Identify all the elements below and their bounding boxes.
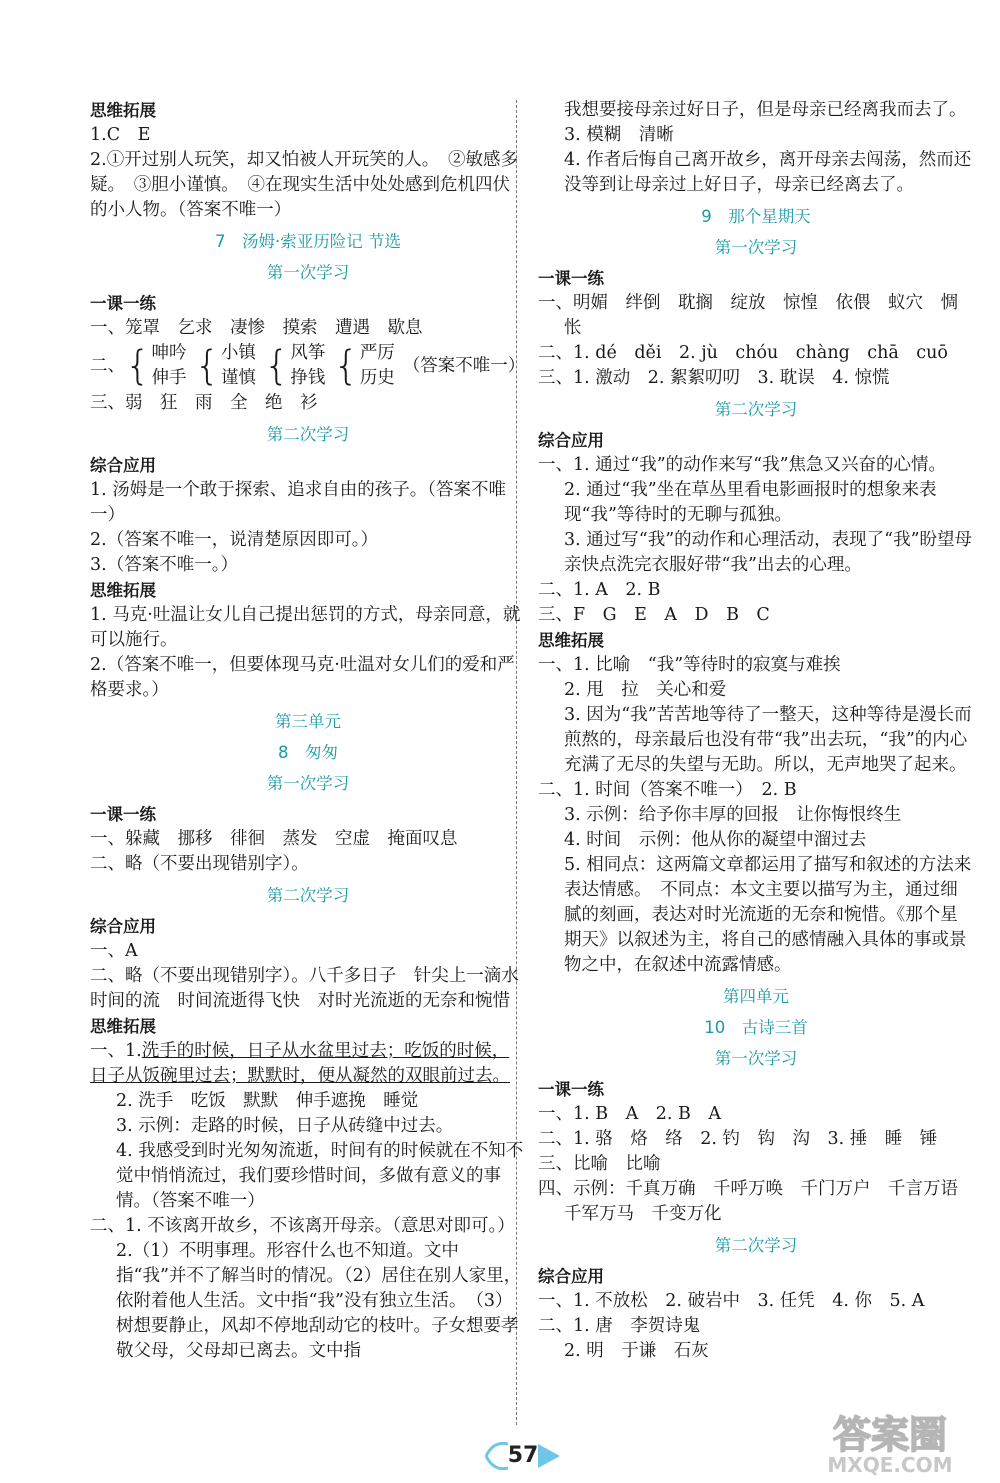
word: 挣钱 xyxy=(290,368,326,388)
section-heading: 一课一练 xyxy=(538,1080,604,1099)
watermark-icon xyxy=(790,1408,990,1478)
answer-line: 3. 示例：走路的时候，日子从砖缝中过去。 xyxy=(116,1116,454,1136)
answer-prefix: 二、 xyxy=(90,355,125,376)
answer-line: 一、1. 比喻 “我”等待时的寂寞与难挨 xyxy=(538,655,841,675)
brace-icon: { xyxy=(263,343,290,389)
answer-line: 一、笼罩 乞求 凄惨 摸索 遭遇 歇息 xyxy=(90,318,423,338)
answer-line: 2. 甩 拉 关心和爱 xyxy=(564,680,727,700)
answer-line: 3. 示例：给予你丰厚的回报 让你悔恨终生 xyxy=(564,805,902,825)
unit-heading: 第三单元 xyxy=(275,712,341,731)
watermark-text-line2: MXQE.COM xyxy=(827,1453,953,1477)
lesson-title: 7 汤姆·索亚历险记 节选 xyxy=(215,232,401,251)
answer-line: 四、示例：千真万确 千呼万唤 千门万户 千言万语 千军万马 千变万化 xyxy=(538,1179,976,1224)
answer-line: 4. 我感受到时光匆匆流逝，时间有的时候就在不知不觉中悄悄流过，我们要珍惜时间，多做有意义的事情。（答案不唯一） xyxy=(116,1141,524,1211)
answer-line: 二、1. 唐 李贺诗鬼 xyxy=(538,1316,701,1336)
word: 风筝 xyxy=(290,343,326,363)
brace-icon: { xyxy=(125,343,151,389)
answer-line: 二、1. 时间（答案不唯一） 2. B xyxy=(538,780,797,800)
answer-line: 一、躲藏 挪移 徘徊 蒸发 空虚 掩面叹息 xyxy=(90,829,458,849)
answer-line: 一、明媚 绊倒 耽搁 绽放 惊惶 依偎 蚁穴 惆怅 xyxy=(538,293,958,338)
word: 严厉 xyxy=(359,343,395,363)
word-pair-group xyxy=(125,341,186,391)
section-heading: 一课一练 xyxy=(90,805,156,824)
word: 小镇 xyxy=(220,343,256,363)
study-heading: 第二次学习 xyxy=(714,400,798,419)
word: 伸手 xyxy=(151,368,187,388)
section-heading: 思维拓展 xyxy=(90,1017,156,1036)
study-heading: 第一次学习 xyxy=(266,774,350,793)
section-heading: 综合应用 xyxy=(90,917,156,936)
right-column xyxy=(538,98,974,1364)
brace-icon: { xyxy=(333,343,359,389)
answer-line: 1. 汤姆是一个敢于探索、追求自由的孩子。（答案不唯一） xyxy=(90,480,507,525)
answer-line: 二、1. 不该离开故乡，不该离开母亲。（意思对即可。） xyxy=(90,1216,515,1236)
lesson-title: 10 古诗三首 xyxy=(704,1018,808,1037)
page-number-badge xyxy=(478,1440,568,1472)
answer-line: 5. 相同点：这两篇文章都运用了描写和叙述的方法来表达情感。 不同点：本文主要以描写为主，通过细腻的刻画，表达对时光流逝的无奈和惋惜。《那个星期天》以叙述为主，将自己的感情融入具体的事或景物之中，在叙述中流露情感。 xyxy=(564,855,972,975)
lesson-title: 8 匆匆 xyxy=(278,743,338,762)
section-heading: 思维拓展 xyxy=(90,101,156,120)
word-pair-group xyxy=(333,341,394,391)
section-heading: 综合应用 xyxy=(538,431,604,450)
answer-line: 一、1. B A 2. B A xyxy=(538,1104,722,1124)
answer-line: 三、F G E A D B C xyxy=(538,605,770,625)
answer-line: 1.C E xyxy=(90,125,151,145)
word-pair-group xyxy=(264,341,325,391)
answer-line: 1. 马克·吐温让女儿自己提出惩罚的方式，母亲同意，就可以施行。 xyxy=(90,605,521,650)
study-heading: 第二次学习 xyxy=(714,1236,798,1255)
answer-line: 2. 通过“我”坐在草丛里看电影画报时的想象来表现“我”等待时的无聊与孤独。 xyxy=(564,480,937,525)
answer-line: 我想要接母亲过好日子，但是母亲已经离我而去了。 xyxy=(564,100,967,120)
study-heading: 第一次学习 xyxy=(714,1049,798,1068)
lesson-title: 9 那个星期天 xyxy=(701,207,811,226)
watermark-text-line1: 答案圈 xyxy=(832,1413,948,1457)
section-heading: 思维拓展 xyxy=(538,631,604,650)
answer-line: 3.（答案不唯一。） xyxy=(90,555,238,575)
answer-prefix: 一、1. xyxy=(90,1041,142,1061)
answer-line: 一、A xyxy=(90,941,138,961)
answer-line: 二、1. 骆 烙 络 2. 钓 钩 沟 3. 捶 睡 锤 xyxy=(538,1129,938,1149)
answer-line: 三、比喻 比喻 xyxy=(538,1154,661,1174)
left-column xyxy=(90,98,537,1364)
answer-line: 3. 通过写“我”的动作和心理活动，表现了“我”盼望母亲快点洗完衣服好带“我”出去的心理。 xyxy=(564,530,973,575)
answer-line: 4. 作者后悔自己离开故乡，离开母亲去闯荡，然而还没等到让母亲过上好日子，母亲已经离去了。 xyxy=(564,150,972,195)
section-heading: 综合应用 xyxy=(90,456,156,475)
answer-line: 二、1. A 2. B xyxy=(538,580,661,600)
answer-line: 二、略（不要出现错别字）。 xyxy=(90,854,309,874)
answer-line: 2.①开过别人玩笑，却又怕被人开玩笑的人。 ②敏感多疑。 ③胆小谨慎。 ④在现实生活中处处感到危机四伏的小人物。（答案不唯一） xyxy=(90,150,518,220)
answer-line: 2. 明 于谦 石灰 xyxy=(564,1341,709,1361)
section-heading: 思维拓展 xyxy=(90,581,156,600)
word: 呻吟 xyxy=(151,343,187,363)
section-heading: 一课一练 xyxy=(538,269,604,288)
answer-line: 3. 因为“我”苦苦地等待了一整天，这种等待是漫长而煎熬的，母亲最后也没有带“我”出去玩，“我”的内心充满了无尽的失望与无助。所以，无声地哭了起来。 xyxy=(564,705,972,775)
answer-line: 4. 时间 示例：他从你的凝望中溜过去 xyxy=(564,830,867,850)
word: 谨慎 xyxy=(220,368,256,388)
answer-line: 三、弱 狂 雨 全 绝 衫 xyxy=(90,393,318,413)
word: 历史 xyxy=(359,368,395,388)
section-heading: 一课一练 xyxy=(90,294,156,313)
study-heading: 第二次学习 xyxy=(266,425,350,444)
answer-note: （答案不唯一） xyxy=(402,355,526,376)
unit-heading: 第四单元 xyxy=(723,987,789,1006)
answer-line: 3. 模糊 清晰 xyxy=(564,125,674,145)
brace-answer-row xyxy=(90,341,526,391)
answer-line: 三、1. 激动 2. 絮絮叨叨 3. 耽误 4. 惊慌 xyxy=(538,368,890,388)
underlined-answer: 洗手的时候，日子从水盆里过去；吃饭的时候，日子从饭碗里过去；默默时，便从凝然的双眼前过去。 xyxy=(90,1041,510,1086)
answer-line: 一、1. 通过“我”的动作来写“我”焦急又兴奋的心情。 xyxy=(538,455,947,475)
answer-line: 二、1. dé děi 2. jù chóu chàng chā cuō xyxy=(538,343,948,363)
answer-line: 2.（1）不明事理。形容什么也不知道。文中指“我”并不了解当时的情况。（2）居住在别人家里，依附着他人生活。文中指“我”没有独立生活。 （3）树想要静止，风却不停地刮动它的枝叶。子女想要孝敬父母，父母却已离去。文中指 xyxy=(116,1241,522,1361)
section-heading: 综合应用 xyxy=(538,1267,604,1286)
answer-line xyxy=(90,1039,526,1089)
study-heading: 第一次学习 xyxy=(714,238,798,257)
watermark-logo xyxy=(790,1408,990,1478)
answer-line: 二、略（不要出现错别字）。八千多日子 针尖上一滴水 时间的流 时间流逝得飞快 对时光流逝的无奈和惋惜 xyxy=(90,966,537,1011)
answer-line: 一、1. 不放松 2. 破岩中 3. 任凭 4. 你 5. A xyxy=(538,1291,925,1311)
study-heading: 第二次学习 xyxy=(266,886,350,905)
word-pair-group xyxy=(194,341,255,391)
brace-icon: { xyxy=(194,343,220,389)
page-number: 57 xyxy=(507,1443,539,1468)
answer-line: 2.（答案不唯一，但要体现马克·吐温对女儿们的爱和严格要求。） xyxy=(90,655,515,700)
answer-line: 2. 洗手 吃饭 默默 伸手遮挽 睡觉 xyxy=(116,1091,419,1111)
answer-line: 2.（答案不唯一，说清楚原因即可。） xyxy=(90,530,378,550)
study-heading: 第一次学习 xyxy=(266,263,350,282)
